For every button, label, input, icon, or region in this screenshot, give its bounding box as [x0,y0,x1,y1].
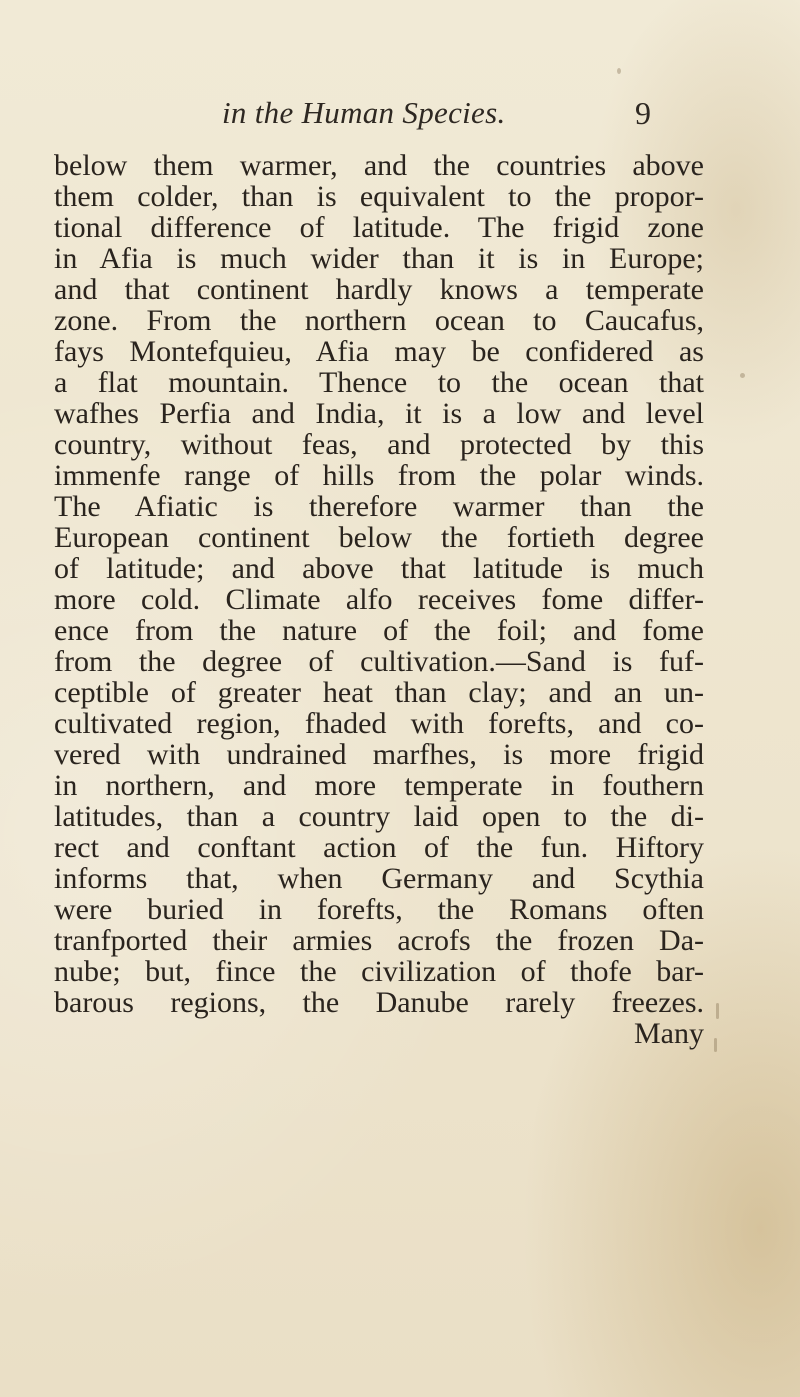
paper-speck [714,1038,717,1052]
text-line: were buried in forefts, the Romans often [54,893,704,926]
paper-speck [740,373,745,378]
running-title: in the Human Species. [222,95,506,130]
text-line: in northern, and more temperate in fouthern [54,769,704,802]
text-line: immenfe range of hills from the polar winds. [54,459,704,492]
paper-speck [716,1003,719,1019]
text-line: below them warmer, and the countries above [54,149,704,182]
text-line: rect and conftant action of the fun. Hiftory [54,831,704,864]
text-line: The Afiatic is therefore warmer than the [54,490,704,523]
paper-speck [617,68,621,74]
text-line: barous regions, the Danube rarely freezes. [54,986,704,1019]
text-line: vered with undrained marfhes, is more frigid [54,738,704,771]
catchword: Many [634,1017,704,1050]
text-line: zone. From the northern ocean to Caucafus, [54,304,704,337]
text-line: wafhes Perfia and India, it is a low and level [54,397,704,430]
text-line: a flat mountain. Thence to the ocean that [54,366,704,399]
text-line: and that continent hardly knows a temperate [54,273,704,306]
text-line: tional difference of latitude. The frigid zone [54,211,704,244]
text-line: cultivated region, fhaded with forefts, and co- [54,707,704,740]
text-line: country, without feas, and protected by this [54,428,704,461]
text-line: latitudes, than a country laid open to the di- [54,800,704,833]
text-line: them colder, than is equivalent to the propor- [54,180,704,213]
text-line: tranfported their armies acrofs the frozen Da- [54,924,704,957]
body-text [54,150,704,1049]
text-line: nube; but, fince the civilization of thofe bar- [54,955,704,988]
text-line: ence from the nature of the foil; and fome [54,614,704,647]
text-line: European continent below the fortieth degree [54,521,704,554]
text-line: fays Montefquieu, Afia may be confidered as [54,335,704,368]
text-line: informs that, when Germany and Scythia [54,862,704,895]
text-line: more cold. Climate alfo receives fome differ- [54,583,704,616]
text-line: from the degree of cultivation.—Sand is fuf- [54,645,704,678]
page-number: 9 [635,95,651,131]
text-line: in Afia is much wider than it is in Europe; [54,242,704,275]
text-line: ceptible of greater heat than clay; and an un- [54,676,704,709]
text-line: of latitude; and above that latitude is much [54,552,704,585]
